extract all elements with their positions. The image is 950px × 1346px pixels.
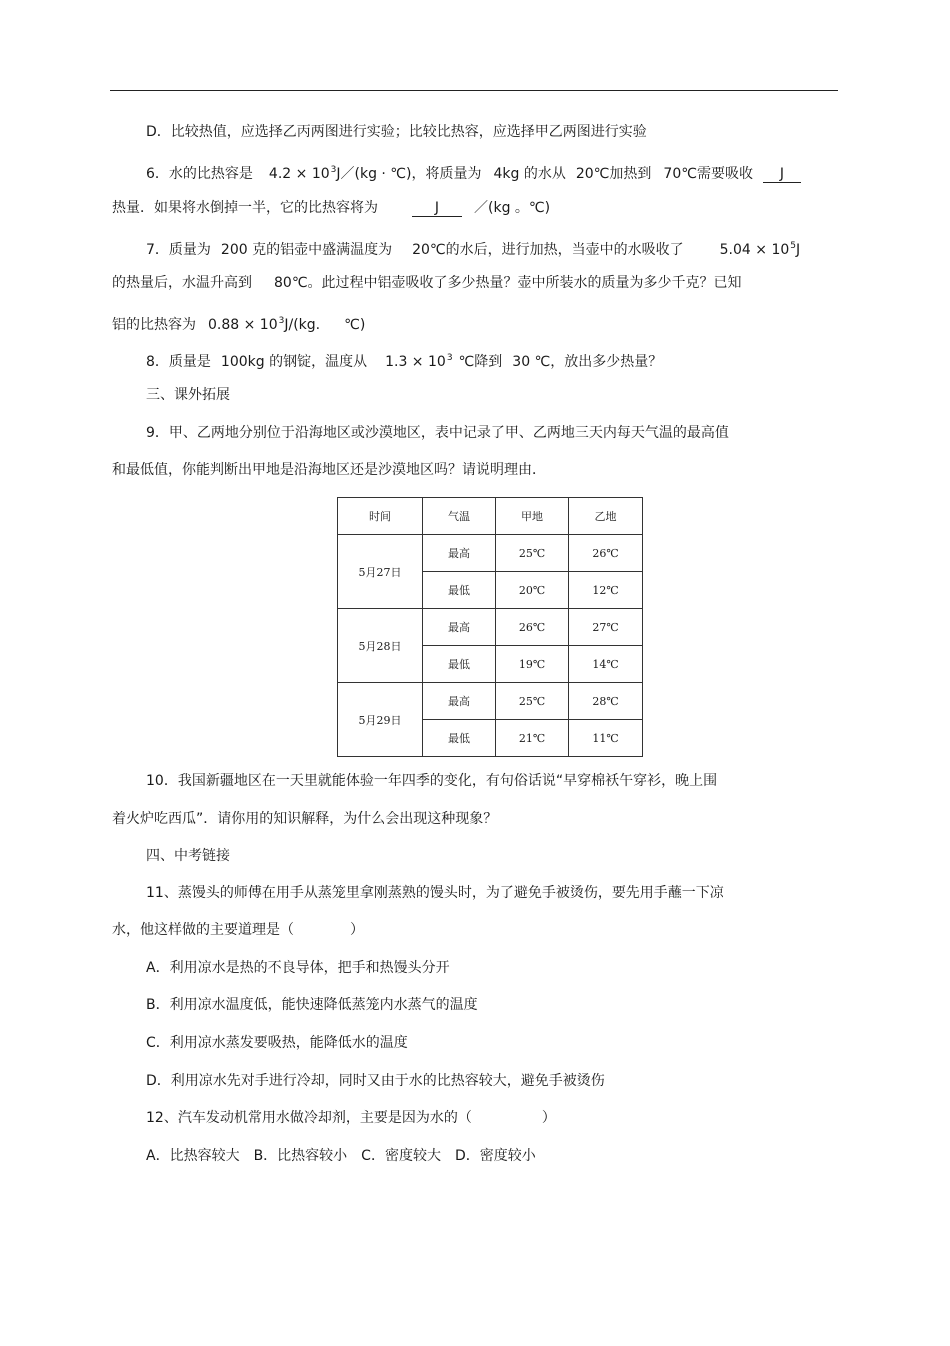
q7-line-3: 铝的比热容为 $0.88 \times 10^3J/(kg$. ℃) (112, 316, 366, 333)
table-header: 乙地 (569, 498, 643, 535)
table-header-row (338, 498, 643, 535)
q6-blank-2[interactable]: J (412, 200, 462, 217)
q10-line-1: 10．我国新疆地区在一天里就能体验一年四季的变化，有句俗话说“早穿棉袄午穿衫，晚上围 (146, 773, 718, 789)
q7-line-1: 7．质量为 200 克的铝壶中盛满温度为 20℃的水后，进行加热，当壶中的水吸收了 $5.04 \times 10^5J$ (146, 241, 801, 258)
q11-option-d: D．利用凉水先对手进行冷却，同时又由于水的比热容较大，避免手被烫伤 (146, 1073, 605, 1089)
table-cell: 26℃ (496, 609, 569, 646)
table-date-cell: 5月27日 (338, 535, 423, 609)
q11-line-1: 11、蒸馒头的师傅在用手从蒸笼里拿刚蒸熟的馒头时，为了避免手被烫伤，要先用手蘸一下凉 (146, 885, 724, 901)
table-cell: 11℃ (569, 720, 643, 757)
table-cell: 27℃ (569, 609, 643, 646)
table-cell: 28℃ (569, 683, 643, 720)
q10-line-2: 着火炉吃西瓜”．请你用的知识解释，为什么会出现这种现象？ (112, 811, 498, 827)
q9-line-1: 9．甲、乙两地分别位于沿海地区或沙漠地区，表中记录了甲、乙两地三天内每天气温的最高值 (146, 425, 729, 441)
q11-line-2: 水，他这样做的主要道理是（ ） (112, 922, 364, 938)
table-cell: 25℃ (496, 683, 569, 720)
q11-option-a: A．利用凉水是热的不良导体，把手和热馒头分开 (146, 960, 450, 976)
section-4-heading: 四、中考链接 (146, 848, 230, 864)
q6-blank-1[interactable]: J (763, 166, 801, 183)
table-header: 时间 (338, 498, 423, 535)
q11-option-b: B．利用凉水温度低，能快速降低蒸笼内水蒸气的温度 (146, 997, 478, 1013)
q6-line-1: 6．水的比热容是 $4.2 \times 10^3J/(kg$ · ℃)，将质量为 4kg 的水从 20℃加热到 70℃需要吸收 J (146, 160, 801, 184)
table-cell: 12℃ (569, 572, 643, 609)
q7-line-2: 的热量后，水温升高到 80℃。此过程中铝壶吸收了多少热量？壶中所装水的质量为多少千克？已知 (112, 275, 742, 291)
q6-line-2: 热量．如果将水倒掉一半，它的比热容将为 J ／(kg 。℃) (112, 200, 551, 216)
q8-line: 8．质量是 100kg 的钢锭，温度从 $1.3 \times 10^3$ ℃降到 30 ℃，放出多少热量？ (146, 353, 663, 370)
table-cell: 26℃ (569, 535, 643, 572)
table-header: 气温 (423, 498, 496, 535)
q9-line-2: 和最低值，你能判断出甲地是沿海地区还是沙漠地区吗？请说明理由． (112, 462, 546, 478)
table-cell: 14℃ (569, 646, 643, 683)
table-header: 甲地 (496, 498, 569, 535)
table-date-cell: 5月28日 (338, 609, 423, 683)
q5-option-d: D．比较热值，应选择乙丙两图进行实验；比较比热容，应选择甲乙两图进行实验 (146, 124, 647, 140)
q11-option-c: C．利用凉水蒸发要吸热，能降低水的温度 (146, 1035, 408, 1051)
table-cell: 最高 (423, 535, 496, 572)
table-date-cell: 5月29日 (338, 683, 423, 757)
table-cell: 21℃ (496, 720, 569, 757)
table-cell: 25℃ (496, 535, 569, 572)
table-cell: 19℃ (496, 646, 569, 683)
table-cell: 20℃ (496, 572, 569, 609)
table-row (338, 535, 643, 572)
header-rule (110, 90, 838, 91)
table-cell: 最高 (423, 609, 496, 646)
table-cell: 最低 (423, 720, 496, 757)
section-3-heading: 三、课外拓展 (146, 387, 230, 403)
table-cell: 最高 (423, 683, 496, 720)
table-row (338, 609, 643, 646)
temperature-table (337, 497, 643, 757)
table-row (338, 683, 643, 720)
q12-options: A．比热容较大 B．比热容较小 C．密度较大 D．密度较小 (146, 1148, 536, 1164)
table-cell: 最低 (423, 646, 496, 683)
table-cell: 最低 (423, 572, 496, 609)
q12-line: 12、汽车发动机常用水做冷却剂，主要是因为水的（ ） (146, 1110, 556, 1126)
